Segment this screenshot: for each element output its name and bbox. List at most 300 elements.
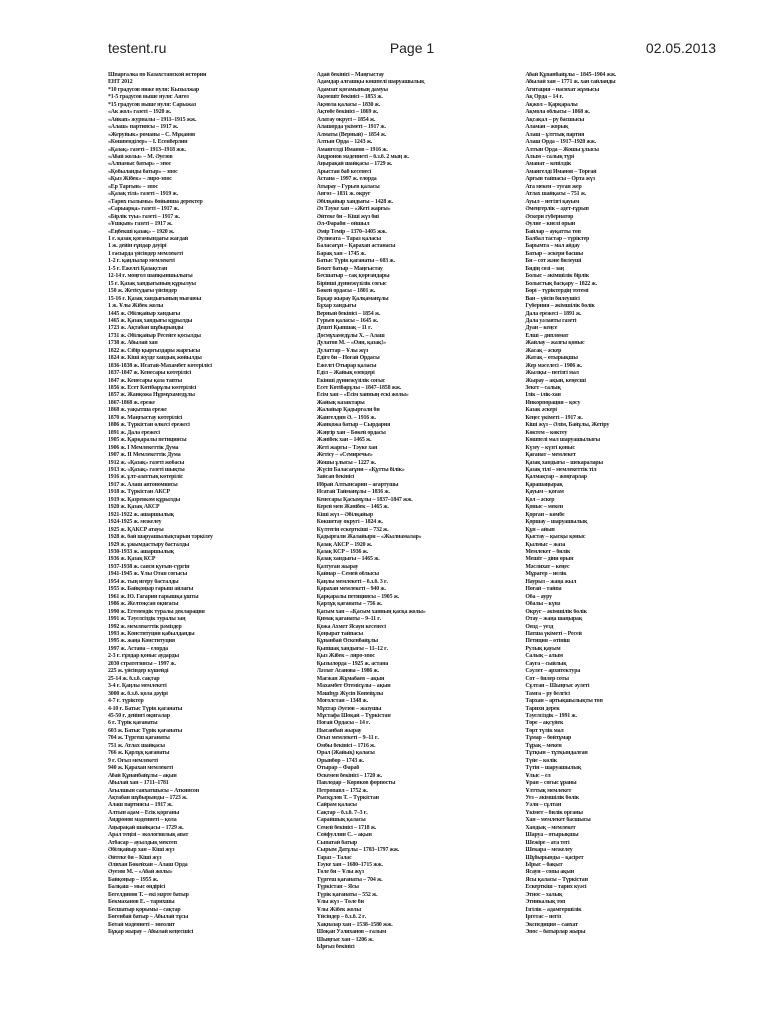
text-line: Тұтқын – тұтқындалған (525, 750, 588, 757)
text-line: Дулаттар – Ұлы жүз (316, 347, 369, 354)
text-line: Ақмешіт бекінісі – 1853 ж. (316, 94, 383, 101)
text-line: Шекара – межелеу (525, 847, 573, 854)
text-line: «Қазақ тілі» газеті – 1919 ж. (108, 191, 178, 198)
text-line: Төле би – Ұлы жүз (316, 869, 364, 876)
page-date: 02.05.2013 (645, 40, 716, 56)
text-line: Кенесары Қасымұлы – 1837–1847 жж. (316, 496, 413, 503)
text-line: Ақ Орда – 14 ғ. (525, 94, 564, 101)
text-line: 1936 ж. Қазақ КСР (108, 556, 156, 563)
text-line: Әулие – киелі орын (525, 221, 576, 228)
text-line: Болыс – әкімшілік бірлік (525, 273, 590, 280)
text-line: 1465 ж. Қазақ хандығы құрылды (108, 317, 193, 324)
text-line: «Қыз Жібек» – лиро-эпос (108, 176, 172, 183)
text-line: Мешіт – діни орын (525, 556, 574, 563)
text-line: «Тарих ғылымы» бойынша деректер (108, 198, 203, 205)
text-line: Қарашаңырақ (525, 481, 563, 488)
text-line: Құн – айып (525, 526, 555, 533)
text-line: Қимақ қағанаты – 9–11 ғ. (316, 616, 382, 623)
text-line: Этнос – халық (525, 891, 563, 898)
text-line: 1954 ж. тың игеру басталды (108, 578, 179, 585)
text-line: Қыз Жібек – лиро-эпос (316, 653, 375, 660)
text-line: Өскемен бекінісі – 1720 ж. (316, 772, 382, 779)
text-line: Уәли – сұлтан (525, 802, 562, 809)
text-line: 45-50 ғ. дейінгі оқиғалар (108, 712, 170, 719)
text-line: Обалы – күнә (525, 601, 561, 608)
text-line: Мәшһүр Жүсіп Көпейұлы (316, 690, 383, 697)
text-line: Ескерткіш – тарих куәсі (525, 884, 587, 891)
text-line: 1993 ж. Конституция қабылданды (108, 630, 195, 637)
text-line: 1822 ж. Сібір қырғыздары жарғысы (108, 347, 200, 354)
text-line: «Жеруйык» романы – С. Мұқанов (108, 131, 196, 138)
text-line: Мұхтар Әуезов – жазушы (316, 705, 382, 712)
text-line: Ақтабан шұбырынды – 1723 ж. (108, 794, 188, 801)
text-line: Мағжан Жұмабаев – ақын (316, 675, 385, 682)
text-line: Қожа Ахмет Ясауи кесенесі (316, 623, 386, 630)
text-line: «Ак жол» газеті – 1920 ж. (108, 109, 172, 116)
text-line: Жер мәселесі – 1906 ж. (525, 362, 582, 369)
text-line: Елші – дипломат (525, 332, 569, 339)
text-line: Дулатов М. – «Оян, қазақ!» (316, 340, 386, 347)
text-line: Ноғай – тайпа (525, 586, 562, 593)
text-line: Тәуелсіздік – 1991 ж. (525, 712, 577, 719)
text-line: Хан – мемлекет басшысы (525, 817, 591, 824)
text-line: 1731 ж. Әбілқайыр Ресейге қосылды (108, 332, 201, 339)
text-line: Дуан – кеңсе (525, 325, 558, 332)
text-line: Этникалық топ (525, 899, 566, 906)
text-line: Ақсақал – ру басшысы (525, 116, 585, 123)
text-line: Омбы бекінісі – 1716 ж. (316, 742, 376, 749)
text-line: 1857 ж. Жанқожа Нұрмұхамедұлы (108, 392, 195, 399)
text-line: «Көшпенділер» – І. Есенберлин (108, 139, 188, 146)
text-line: Ақжол – Қарқаралы (525, 101, 578, 108)
text-line: Орал (Жайық) қаласы (316, 750, 375, 757)
text-line: Қол – әскер (525, 496, 555, 503)
text-line: 1916 ж. ұлт-азаттық көтеріліс (108, 474, 183, 481)
text-line: 1955 ж. Байқоңыр ғарыш айлағы (108, 586, 194, 593)
text-line: Жетісу – «Семиречье» (316, 452, 373, 459)
text-line: Адамзат қоғамының дамуы (316, 86, 388, 93)
text-line: Алтын Орда – 1243 ж. (316, 139, 373, 146)
text-line: 1723 ж. Ақтабан шұбырынды (108, 325, 184, 332)
text-line: Ұлыс – ел (525, 772, 551, 779)
text-line: Хақназар хан – 1538–1580 жж. (316, 921, 393, 928)
text-line: 1870 ж. Маңғыстау көтерілісі (108, 414, 183, 421)
text-line: *10 градусов ниже нуля: Кызылжар (108, 86, 200, 93)
text-line: 1995 ж. жаңа Конституция (108, 638, 175, 645)
text-line: Балбал тастар – түріктер (525, 235, 590, 242)
text-line: 15 ғ. Қазақ хандығының құрылуы (108, 280, 196, 287)
text-line: Амангелді Иманов – 1916 ж. (316, 146, 388, 153)
text-line: 1941-1945 ж. Ұлы Отан соғысы (108, 571, 188, 578)
text-line: Қадырғали Жалайыри – «Жылнамалар» (316, 534, 422, 541)
text-line: Шежіре – ата тегі (525, 839, 570, 846)
text-line: Есет Көтібарұлы – 1847–1858 жж. (316, 385, 402, 392)
text-line: Баласағұн – Қарахан астанасы (316, 243, 396, 250)
text-line: Алаш партиясы – 1917 ж. (108, 802, 173, 809)
text-line: Күлтегін ескерткіші – 732 ж. (316, 526, 389, 533)
text-line: Жошы ұлысы – 1227 ж. (316, 459, 376, 466)
text-line: Бесшатыр – сақ қорғандары (316, 273, 390, 280)
text-column-3 (525, 72, 716, 1008)
text-line: Оба – ауру (525, 593, 552, 600)
text-line: Көктем – көктеу (525, 429, 568, 436)
text-line: Адай бекінісі – Маңғыстау (316, 72, 384, 78)
text-line: Ләззат Асанова – 1986 ж. (316, 668, 379, 675)
text-line: Алым – салық түрі (525, 153, 575, 160)
text-line: Дала ережесі – 1891 ж. (525, 310, 582, 317)
text-line: Қаңлы мемлекеті – б.з.б. 3 ғ. (316, 578, 388, 585)
text-line: Тұрақ – мекен (525, 742, 562, 749)
text-line: Оғыз мемлекеті – 9–11 ғ. (316, 735, 379, 742)
text-line: Едіге би – Ноғай Ордасы (316, 355, 380, 362)
text-line: Болыстық басқару – 1822 ж. (525, 280, 597, 287)
text-line: Түйе – көлік (525, 757, 557, 764)
text-line: Атырау – Гурьев қаласы (316, 183, 380, 190)
text-line: Ноғай Ордасы – 14 ғ. (316, 720, 370, 727)
text-line: Қоныс – мекен (525, 504, 563, 511)
text-line: Патша үкіметі – Ресей (525, 630, 582, 637)
text-line: Алаш – ұлттық партия (525, 131, 585, 138)
text-line: Абылай хан – 1771 ж. хан сайланды (525, 79, 616, 86)
text-line: 6 ғ. Түрік қағанаты (108, 720, 158, 727)
text-line: Верный бекінісі – 1854 ж. (316, 310, 381, 317)
text-line: 1924-1925 ж. межелеу (108, 519, 162, 526)
text-line: 4-10 ғ. Батыс Түрік қағанаты (108, 705, 183, 712)
text-line: Балқаш – мыс өндірісі (108, 884, 166, 891)
site-name: testent.ru (108, 40, 167, 56)
text-line: 2-3 ғ. ғұндар қоныс аударды (108, 653, 179, 660)
text-line: 1886 ж. Түркістан өлкесі ережесі (108, 422, 190, 429)
text-line: Ясы қаласы – Түркістан (525, 876, 588, 883)
text-line: Алтын адам – Есік қорғаны (108, 809, 180, 816)
text-line: 1445 ж. Әбілқайыр хандығы (108, 310, 181, 317)
text-line: Бекет батыр – Маңғыстау (316, 265, 383, 272)
text-line: Ұлы Жібек жолы (316, 906, 361, 913)
text-line: 1 ғасырда үйсіндер мемлекеті (108, 250, 183, 257)
text-line: Ырыс – бақыт (525, 862, 563, 869)
text-line: «Алаш» партиясы – 1917 ж. (108, 124, 179, 131)
text-line: Ежелгі Отырар қаласы (316, 362, 377, 369)
text-line: Әл-Фараби – ойшыл (316, 221, 370, 228)
text-line: Түргеш қағанаты – 704 ж. (316, 876, 383, 883)
text-line: Ізгілік – адамгершілік (525, 906, 582, 913)
text-line: 940 ж. Қарахан мемлекеті (108, 765, 173, 772)
text-line: 1937-1938 ж. саяси қуғын-сүргін (108, 563, 190, 570)
text-line: Екінші дүниежүзілік соғыс (316, 377, 386, 384)
text-line: Әмір Темір – 1370–1405 жж. (316, 228, 387, 235)
text-line: 1907 ж. ІІ Мемлекеттік Дума (108, 452, 181, 459)
text-line: Атбасар – ауылдық мектеп (108, 839, 177, 846)
text-line: Жасақ – әскер (525, 347, 562, 354)
text-line: Керей мен Жәнібек – 1465 ж. (316, 504, 389, 511)
text-line: Экспедиция – саяхат (525, 921, 578, 928)
text-line: 1 ж. Ұлы Жібек жолы (108, 303, 164, 310)
text-line: Үйсіндер – б.з.б. 2 ғ. (316, 914, 367, 921)
text-line: Ақтөбе бекінісі – 1869 ж. (316, 109, 379, 116)
text-line: Арал теңізі – экологиялық апат (108, 832, 189, 839)
text-line: Байлар – ауқатты топ (525, 228, 581, 235)
text-line: 1-2 ғ. қаңлылар мемлекеті (108, 258, 175, 265)
text-line: Кеңес үкіметі – 1917 ж. (525, 414, 583, 421)
text-line: Агитация – насихат жұмысы (525, 86, 600, 93)
text-line: *1-5 градусов выше нуля: Аягоз (108, 94, 189, 101)
text-line: 1991 ж. Тәуелсіздік туралы заң (108, 616, 186, 623)
text-line: Әйтеке би – Кіші жүз (108, 854, 162, 861)
text-line: Жәнібек хан – 1465 ж. (316, 437, 372, 444)
text-line: Жанқожа батыр – Сырдария (316, 422, 391, 429)
text-line: 1912 ж. «Қазақ» газеті жобасы (108, 459, 185, 466)
text-line: Көшпелі мал шаруашылығы (525, 437, 600, 444)
text-line: «Бірлік туы» газеті – 1917 ж. (108, 213, 180, 220)
text-line: 1929 ж. ұжымдастыру басталды (108, 541, 190, 548)
text-line: Тәуке хан – 1680–1715 жж. (316, 862, 383, 869)
text-line: 1891 ж. Дала ережесі (108, 429, 160, 436)
text-line: Ауыл – негізгі қауым (525, 198, 580, 205)
text-line: Мемлекет – билік (525, 549, 571, 555)
text-line: Сауға – сыйлық (525, 660, 567, 667)
text-line: Қарлұқ қағанаты – 756 ж. (316, 601, 383, 608)
text-line: «Ер Тарғын» – эпос (108, 183, 158, 190)
text-line: Мұрагер – иелік (525, 571, 567, 578)
text-line: Уез – әкімшілік бөлік (525, 794, 580, 801)
text-line: Аңырақай шайқасы – 1729 ж. (316, 161, 393, 168)
text-line: 766 ж. Қарлұқ қағанаты (108, 750, 170, 757)
text-line: Ұлы жүз – Төле би (316, 899, 364, 906)
text-column-1 (108, 72, 299, 1008)
text-line: Жүсіп Баласағұни – «Құтты білік» (316, 467, 405, 474)
text-line: Әз Тәуке хан – «Жеті жарғы» (316, 206, 391, 213)
text-line: Павлодар – Коряков форпосты (316, 780, 396, 787)
text-line: 1986 ж. Желтоқсан оқиғасы (108, 601, 179, 608)
text-line: Андронов мәдениеті – қола (108, 817, 177, 824)
text-line: Аманат – кепілдік (525, 161, 572, 168)
text-line: Абай Құнанбайұлы – ақын (108, 772, 177, 779)
text-line: Тархан – артықшылықты топ (525, 698, 603, 705)
text-line: Орынбор – 1743 ж. (316, 757, 364, 764)
text-line: Аламан – жорық (525, 124, 569, 131)
text-line: 1930-1933 ж. ашаршылық (108, 549, 174, 555)
text-line: 25-14 ж. б.з.б. сақтар (108, 675, 160, 682)
text-line: Губерния – әкімшілік бөлік (525, 303, 595, 310)
text-line: Тұмар – бойтұмар (525, 735, 572, 742)
text-line: Жырау – ақын, кеңесші (525, 377, 586, 384)
text-line: Қыстау – қысқы қоныс (525, 534, 586, 541)
text-line: 1992 ж. мемлекеттік рәміздер (108, 623, 182, 630)
text-line: Махамбет Өтемісұлы – ақын (316, 683, 391, 690)
text-line: Петропавл – 1752 ж. (316, 787, 368, 794)
text-column-2 (317, 72, 508, 1008)
text-line: Исатай Тайманұлы – 1836 ж. (316, 489, 390, 496)
text-line: Ағылшын саяхатшысы – Аткинсон (108, 787, 199, 794)
text-line: 751 ж. Атлах шайқасы (108, 742, 165, 749)
text-line: Қазақ КСР – 1936 ж. (316, 549, 369, 555)
text-line: Күзеу – күзгі қоныс (525, 444, 575, 451)
text-line: Іргетас – негіз (525, 914, 561, 921)
text-line: *15 градусов выше нуля: Сарыжаз (108, 101, 196, 108)
text-line: «Сарыарқа» газеті – 1917 ж. (108, 206, 179, 213)
text-line: Сұлтан – Шыңғыс әулеті (525, 683, 590, 690)
text-line: 15-16 ғ. Қазақ хандығының нығаюы (108, 295, 202, 302)
text-line: 3000 ж. б.з.б. қола дәуірі (108, 690, 168, 697)
text-line: Бұқар жырау Қалқаманұлы (316, 295, 389, 302)
text-line: Ван – үйсін билеушісі (525, 295, 580, 302)
text-line: Досмұхамедұлы Х. – Алаш (316, 332, 385, 339)
text-line: Ақмола облысы – 1868 ж. (525, 109, 590, 116)
text-line: 1856 ж. Есет Көтібарұлы көтерілісі (108, 385, 197, 392)
text-line: Қазақ хандығы – 1465 ж. (316, 556, 380, 563)
text-line: Сот – билер соты (525, 675, 569, 682)
text-line: Шаруа – отырықшы (525, 832, 579, 839)
text-line: Қазақ АКСР – 1920 ж. (316, 541, 373, 548)
text-line: Ырғыз бекінісі (316, 944, 355, 951)
text-line: Мәслихат – кеңес (525, 563, 570, 570)
text-line: 1824 ж. Кіші жүзде хандық жойылды (108, 355, 202, 362)
text-line: Абылай хан – 1711–1781 (108, 780, 169, 787)
text-line: Қылмыс – жаза (525, 541, 566, 548)
text-line: Дала уәлаяты газеті (525, 317, 577, 324)
text-line: Сайрам қаласы (316, 802, 357, 809)
text-line: Бекмаханов Е. – тарихшы (108, 899, 175, 906)
text-line: 1837-1847 ж. Кенесары көтерілісі (108, 370, 192, 377)
text-line: 1925 ж. ҚАКСР атауы (108, 526, 164, 533)
text-line: Әбілқайыр хан – Кіші жүз (108, 847, 175, 854)
text-line: Қазтуған жырау (316, 563, 359, 570)
text-line: 1997 ж. Астана – елорда (108, 645, 168, 652)
text-line: Шыңғыс хан – 1206 ж. (316, 936, 374, 943)
text-line: Қарқаралы петициясы – 1905 ж. (316, 593, 400, 600)
text-line: 9 ғ. Оғыз мемлекеті (108, 757, 158, 764)
text-line: Абай Құнанбайұлы – 1845–1904 жж. (525, 72, 617, 78)
text-line: 1928 ж. бай шаруашылықтарын тәркілеу (108, 534, 213, 541)
text-line: «Айкап» журналы – 1911–1915 жж. (108, 116, 197, 123)
text-line: «Алпамыс батыр» – эпос (108, 161, 172, 168)
text-line: Зекет – салық (525, 385, 561, 392)
text-line: 1961 ж. Ю. Гагарин ғарышқа ұшты (108, 593, 199, 600)
text-line: Қалмақтар – жоңғарлар (525, 474, 587, 481)
text-line: Қыпшақ хандығы – 11–12 ғ. (316, 645, 388, 652)
text-line: Әлихан Бөкейхан – Алаш Орда (108, 862, 188, 869)
text-line: Үкімет – билік органы (525, 809, 583, 816)
text-line: Адамдар алғашқы көшпелі шаруашылық (316, 79, 425, 86)
text-line: Батыр – әскери басшы (525, 250, 583, 257)
text-line: Казак әскері (525, 407, 557, 414)
text-line: Әбілқайыр хандығы – 1428 ж. (316, 198, 393, 205)
text-line: Амангелді Иманов – Торғай (525, 168, 597, 175)
text-line: Қызылорда – 1925 ж. астана (316, 660, 389, 667)
text-line: Барақ хан – 1745 ж. (316, 250, 366, 257)
text-line: Әйтеке би – Кіші жүз биі (316, 213, 379, 220)
text-line: Жангелдин Ә. – 1916 ж. (316, 414, 376, 421)
text-line: 1917 ж. Алаш автономиясы (108, 481, 178, 488)
text-line: Алматы (Верный) – 1854 ж. (316, 131, 387, 138)
text-line: Батыс Түрік қағанаты – 603 ж. (316, 258, 395, 265)
text-line: Төре – ақсүйек (525, 720, 564, 727)
text-line: 225 ж. үйсіндер күшейді (108, 668, 169, 675)
text-line: Нысанбай жырау (316, 727, 362, 734)
text-line: «Абай жолы» – М. Әуезов (108, 153, 173, 160)
text-line: Шпаргалка по Казахстанской истории (108, 72, 207, 78)
text-line: Наурыз – жаңа жыл (525, 578, 577, 585)
text-line: Жәңгір хан – Бөкей ордасы (316, 429, 386, 436)
text-line: Алтын Орда – Жошы ұлысы (525, 146, 599, 153)
text-line: 1867-1868 ж. ереже (108, 399, 155, 406)
text-line: Сарайшық қаласы (316, 817, 366, 824)
text-line: Тамға – ру белгісі (525, 690, 570, 697)
text-line: Әуезов М. – «Абай жолы» (108, 869, 173, 876)
text-line: 1990 ж. Егемендік туралы декларация (108, 608, 205, 615)
text-line: Оязд – уезд (525, 623, 554, 630)
text-line: Ботай мәдениеті – энеолит (108, 921, 175, 928)
text-line: 4-7 ғ. түріктер (108, 698, 144, 705)
text-line: Бидің сөзі – заң (525, 265, 564, 272)
text-line: Инкорпорация – қосу (525, 399, 581, 406)
text-line: Рулық қауым (525, 645, 561, 652)
text-line: Бірінші дүниежүзілік соғыс (316, 280, 387, 287)
page-header (108, 40, 716, 66)
text-line: Жайық казактары (316, 399, 365, 406)
text-line: 12-14 ғ. моңғол шапқыншылығы (108, 273, 193, 280)
text-line: Қазақ тілі – мемлекеттік тіл (525, 467, 597, 474)
text-line: Тарихи дерек (525, 705, 560, 712)
text-line: 1868 ж. уақытша ереже (108, 407, 167, 414)
text-line: 603 ж. Батыс Түрік қағанаты (108, 727, 183, 734)
text-line: Моғолстан – 1348 ж. (316, 698, 368, 705)
text-line: Бөгенбай батыр – Абылай тұсы (108, 914, 189, 921)
text-line: Әмеңгерлік – әдет-ғұрып (525, 206, 589, 213)
text-line: «Ұшқын» газеті – 1917 ж. (108, 221, 173, 228)
text-line: 704 ж. Түргеш қағанаты (108, 735, 170, 742)
text-line: Рысқұлов Т. – Түркістан (316, 794, 379, 801)
text-line: Би – сот және билеуші (525, 258, 582, 265)
text-line: Алашорда үкіметі – 1917 ж. (316, 124, 386, 131)
text-line: Зайсан бекінісі (316, 474, 355, 481)
text-line: Хандық – мемлекет (525, 824, 576, 831)
text-line: Андронов мәдениеті – б.з.б. 2 мың ж. (316, 153, 409, 160)
text-line: Шұбырынды – қасірет (525, 854, 584, 861)
text-line: Еділ – Жайық өзендері (316, 370, 375, 377)
text-line: Байқоңыр – 1955 ж. (108, 876, 159, 883)
text-line: Гурьев қаласы – 1645 ж. (316, 317, 379, 324)
text-line: Отау – жаңа шаңырақ (525, 616, 583, 623)
text-line: Семей бекінісі – 1718 ж. (316, 824, 377, 831)
text-line: 1920 ж. Қазақ АКСР (108, 504, 160, 511)
text-line: 1906 ж. І Мемлекеттік Дума (108, 444, 179, 451)
page-number: Page 1 (389, 40, 435, 56)
text-line: Бұхар хандығы (316, 303, 357, 310)
text-line: Сәулет – архитектура (525, 668, 581, 675)
text-line: Мұстафа Шоқай – Түркістан (316, 712, 391, 719)
text-line: Сыпатай батыр (316, 839, 358, 846)
text-line: 1905 ж. Қарқаралы петициясы (108, 437, 187, 444)
text-line: Қорған – көмбе (525, 511, 565, 518)
text-line: 1921-1922 ж. ашаршылық (108, 511, 174, 518)
text-line: 3-4 ғ. Қаңлы мемлекеті (108, 683, 167, 690)
text-line: 1 ғ. қазақ қоғамындағы жағдай (108, 235, 189, 242)
text-line: 1 ж. дейін ғұндар дәуірі (108, 243, 167, 250)
text-line: Аңырақай шайқасы – 1729 ж. (108, 824, 184, 831)
text-line: «Қазақ» газеті – 1913–1918 жж. (108, 146, 186, 153)
text-line: Дешті Қыпшақ – 11 ғ. (316, 325, 373, 332)
text-line: Арыстан баб кесенесі (316, 168, 372, 175)
text-line: Бұқар жырау – Абылай кеңесшісі (108, 929, 194, 936)
text-line: Петиция – өтініш (525, 638, 570, 645)
text-line: Ілік – ілік-хан (525, 392, 561, 399)
text-line: Барымта – мал айдау (525, 243, 580, 250)
text-line: Төрт түлік мал (525, 727, 564, 734)
text-line: 150 ж. Жетісудағы үйсіндер (108, 288, 177, 295)
text-line: Құнанбай Өскенбайұлы (316, 638, 378, 645)
text-line: Ибрай Алтынсарин – ағартушы (316, 481, 399, 488)
